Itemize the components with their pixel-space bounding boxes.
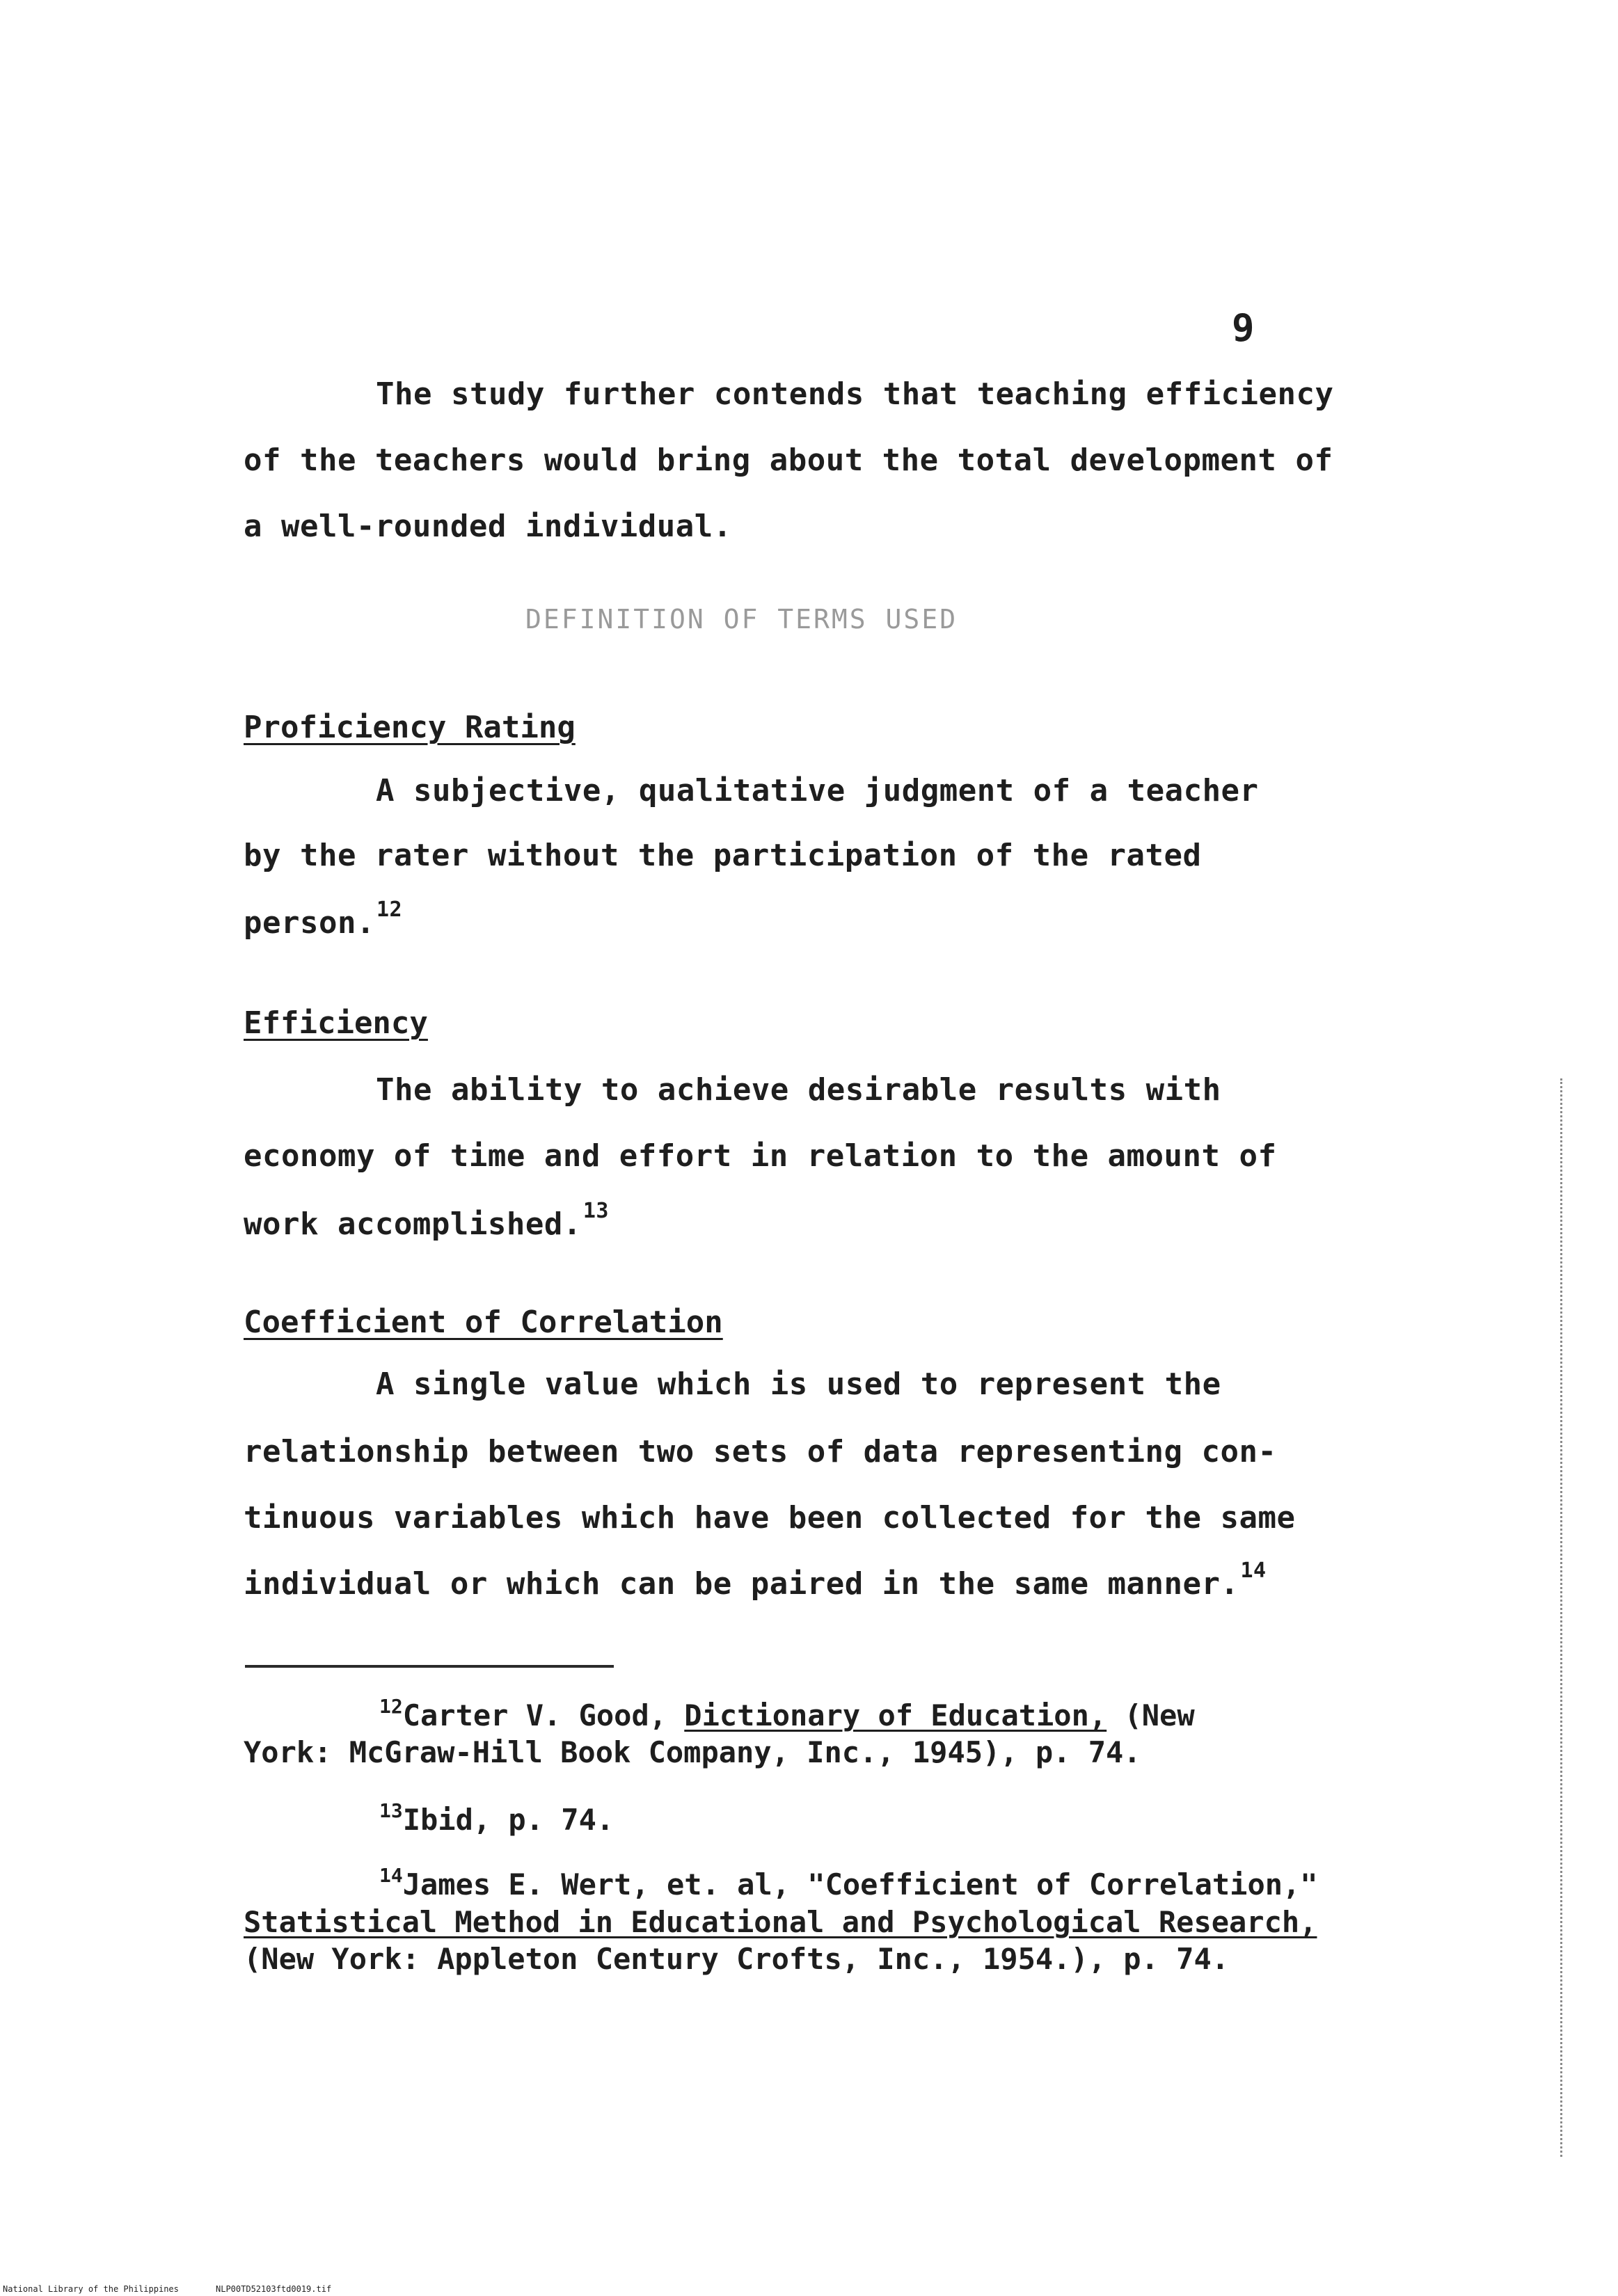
scan-margin-artifact [1560, 1078, 1562, 2157]
term-1-text: person. [244, 905, 375, 941]
term-2-text: work accomplished. [244, 1206, 582, 1242]
term-3-line-1: A single value which is used to represent the [376, 1366, 1221, 1402]
footnote-ref-13: 13 [582, 1199, 609, 1223]
footnote-13-number: 13 [379, 1799, 403, 1822]
footnote-14-number: 14 [379, 1864, 403, 1887]
footnote-13 [379, 1799, 614, 1837]
term-heading-proficiency-rating: Proficiency Rating [244, 710, 576, 745]
footnote-ref-14: 14 [1240, 1558, 1267, 1583]
footnote-ref-12: 12 [376, 898, 403, 922]
intro-line-3: a well-rounded individual. [244, 509, 732, 544]
footnote-divider [245, 1665, 614, 1668]
term-3-text: individual or which can be paired in the same manner. [244, 1566, 1239, 1602]
section-title: DEFINITION OF TERMS USED [525, 604, 958, 635]
term-1-line-2: by the rater without the participation of the rated [244, 838, 1202, 873]
archive-file-name: NLP00TD52103ftd0019.tif [216, 2284, 332, 2294]
footnote-12-line-1 [379, 1695, 1195, 1732]
intro-line-2: of the teachers would bring about the total development of [244, 443, 1333, 478]
term-3-line-2: relationship between two sets of data representing con- [244, 1434, 1277, 1469]
term-2-line-1: The ability to achieve desirable results with [376, 1072, 1221, 1108]
footnote-14-line-3: (New York: Appleton Century Crofts, Inc., 1954.), p. 74. [244, 1942, 1230, 1976]
footnote-12-line-2: York: McGraw-Hill Book Company, Inc., 1945), p. 74. [244, 1735, 1141, 1769]
footnote-12-title: Dictionary of Education, [684, 1698, 1107, 1732]
term-2-line-3 [244, 1199, 609, 1242]
term-1-line-3 [244, 898, 403, 941]
footnote-13-text: Ibid, p. 74. [402, 1803, 614, 1837]
footnote-14-text: James E. Wert, et. al, "Coefficient of Correlation," [402, 1867, 1318, 1902]
footnote-14-line-1 [379, 1864, 1318, 1902]
term-heading-coefficient-of-correlation: Coefficient of Correlation [244, 1305, 723, 1340]
term-3-line-4 [244, 1558, 1267, 1602]
footnote-14-line-2: Statistical Method in Educational and Psychological Research, [244, 1905, 1317, 1939]
page-number: 9 [1232, 306, 1255, 350]
intro-line-1: The study further contends that teaching efficiency [376, 376, 1334, 412]
term-heading-efficiency: Efficiency [244, 1005, 428, 1041]
footnote-12-number: 12 [379, 1695, 403, 1718]
footnote-12-author: Carter V. Good, [402, 1698, 685, 1732]
term-1-line-1: A subjective, qualitative judgment of a teacher [376, 773, 1259, 808]
term-2-line-2: economy of time and effort in relation to the amount of [244, 1138, 1277, 1174]
term-3-line-3: tinuous variables which have been collected for the same [244, 1500, 1296, 1536]
footnote-12-post: (New [1107, 1698, 1195, 1732]
archive-library-credit: National Library of the Philippines [3, 2284, 179, 2294]
